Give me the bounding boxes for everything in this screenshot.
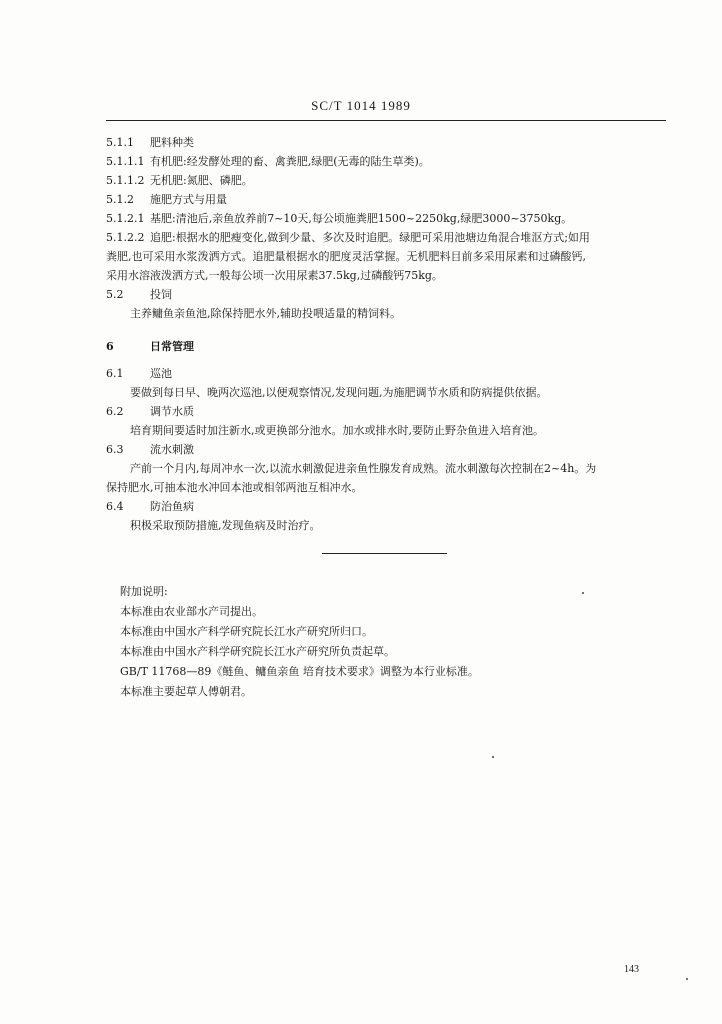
appendix-title: 附加说明: [120, 585, 168, 598]
text-line [106, 364, 666, 383]
text-line [106, 171, 666, 190]
text-line [106, 402, 666, 421]
clause-number: 6.4 [106, 500, 124, 513]
clause-text: 投饲 [150, 288, 172, 301]
text-line [106, 209, 666, 228]
header-rule [106, 120, 666, 121]
text-line [106, 152, 666, 171]
clause-number: 5.1.2.2 [106, 231, 145, 244]
text-line [106, 247, 666, 266]
clause-text: 基肥:清池后,亲鱼放养前7~10天,每公顷施粪肥1500~2250kg,绿肥3000~3750kg。 [150, 212, 573, 225]
text-line [106, 190, 666, 209]
clause-text: 保持肥水,可抽本池水冲回本池或相邻两池互相冲水。 [106, 481, 363, 494]
clause-text: 追肥:根据水的肥瘦变化,做到少量、多次及时追肥。绿肥可采用池塘边角混合堆沤方式;如用 [150, 231, 590, 244]
text-line [106, 304, 666, 323]
end-rule [322, 553, 447, 554]
page-number: 143 [624, 964, 639, 975]
section-6-title: 日常管理 [150, 340, 194, 353]
spacer [106, 356, 666, 364]
text-line [106, 285, 666, 304]
text-line [106, 459, 666, 478]
scan-speck [686, 978, 688, 980]
clause-number: 5.1.1.1 [106, 155, 145, 168]
text-line [106, 497, 666, 516]
text-line [106, 133, 666, 152]
spacer [106, 323, 666, 337]
clause-text: 无机肥:氮肥、磷肥。 [150, 174, 253, 187]
clause-number: 6.1 [106, 367, 124, 380]
section-6-number: 6 [106, 340, 114, 353]
clause-text: 采用水溶液泼洒方式,一般每公顷一次用尿素37.5kg,过磷酸钙75kg。 [106, 269, 443, 282]
appendix-note [120, 582, 640, 702]
clause-text: 调节水质 [150, 405, 194, 418]
clause-number: 5.1.1.2 [106, 174, 145, 187]
clause-text: 主养鳙鱼亲鱼池,除保持肥水外,辅助投喂适量的精饲料。 [130, 307, 401, 320]
text-line [106, 440, 666, 459]
clause-text: 防治鱼病 [150, 500, 194, 513]
clause-number: 5.1.2 [106, 193, 134, 206]
text-line [106, 421, 666, 440]
clause-number: 6.2 [106, 405, 124, 418]
appendix-line: GB/T 11768—89《鲢鱼、鳙鱼亲鱼 培育技术要求》调整为本行业标准。 [120, 665, 479, 678]
clause-number: 5.2 [106, 288, 124, 301]
appendix-line: 本标准由中国水产科学研究院长江水产研究所归口。 [120, 625, 373, 638]
clause-text: 粪肥,也可采用水浆泼洒方式。追肥量根据水的肥度灵活掌握。无机肥料目前多采用尿素和过磷酸钙, [106, 250, 586, 263]
clause-number: 5.1.1 [106, 136, 134, 149]
appendix-line: 本标准主要起草人傅朝君。 [120, 685, 252, 698]
text-line [106, 266, 666, 285]
clause-text: 肥料种类 [150, 136, 194, 149]
section-6-heading [106, 337, 666, 356]
body-content [106, 133, 666, 535]
text-line [106, 516, 666, 535]
appendix-line: 本标准由农业部水产司提出。 [120, 605, 263, 618]
clause-number: 6.3 [106, 443, 124, 456]
standard-code-header: SC/T 1014 1989 [311, 98, 411, 113]
clause-text: 巡池 [150, 367, 172, 380]
clause-text: 有机肥:经发酵处理的畜、禽粪肥,绿肥(无毒的陆生草类)。 [150, 155, 430, 168]
clause-text: 培育期间要适时加注新水,或更换部分池水。加水或排水时,要防止野杂鱼进入培育池。 [130, 424, 544, 437]
text-line [106, 478, 666, 497]
scan-speck [582, 592, 584, 594]
clause-text: 要做到每日早、晚两次巡池,以便观察情况,发现问题,为施肥调节水质和防病提供依据。 [130, 386, 548, 399]
appendix-line: 本标准由中国水产科学研究院长江水产研究所负责起草。 [120, 645, 395, 658]
clause-text: 施肥方式与用量 [150, 193, 227, 206]
text-line [106, 228, 666, 247]
clause-text: 流水刺激 [150, 443, 194, 456]
clause-text: 积极采取预防措施,发现鱼病及时治疗。 [130, 519, 321, 532]
section-5-lines [106, 133, 666, 323]
clause-number: 5.1.2.1 [106, 212, 145, 225]
scan-speck [492, 756, 494, 758]
clause-text: 产前一个月内,每周冲水一次,以流水刺激促进亲鱼性腺发育成熟。流水刺激每次控制在2~4h。为 [130, 462, 597, 475]
section-6-lines [106, 364, 666, 535]
text-line [106, 383, 666, 402]
appendix-lines [120, 602, 640, 702]
